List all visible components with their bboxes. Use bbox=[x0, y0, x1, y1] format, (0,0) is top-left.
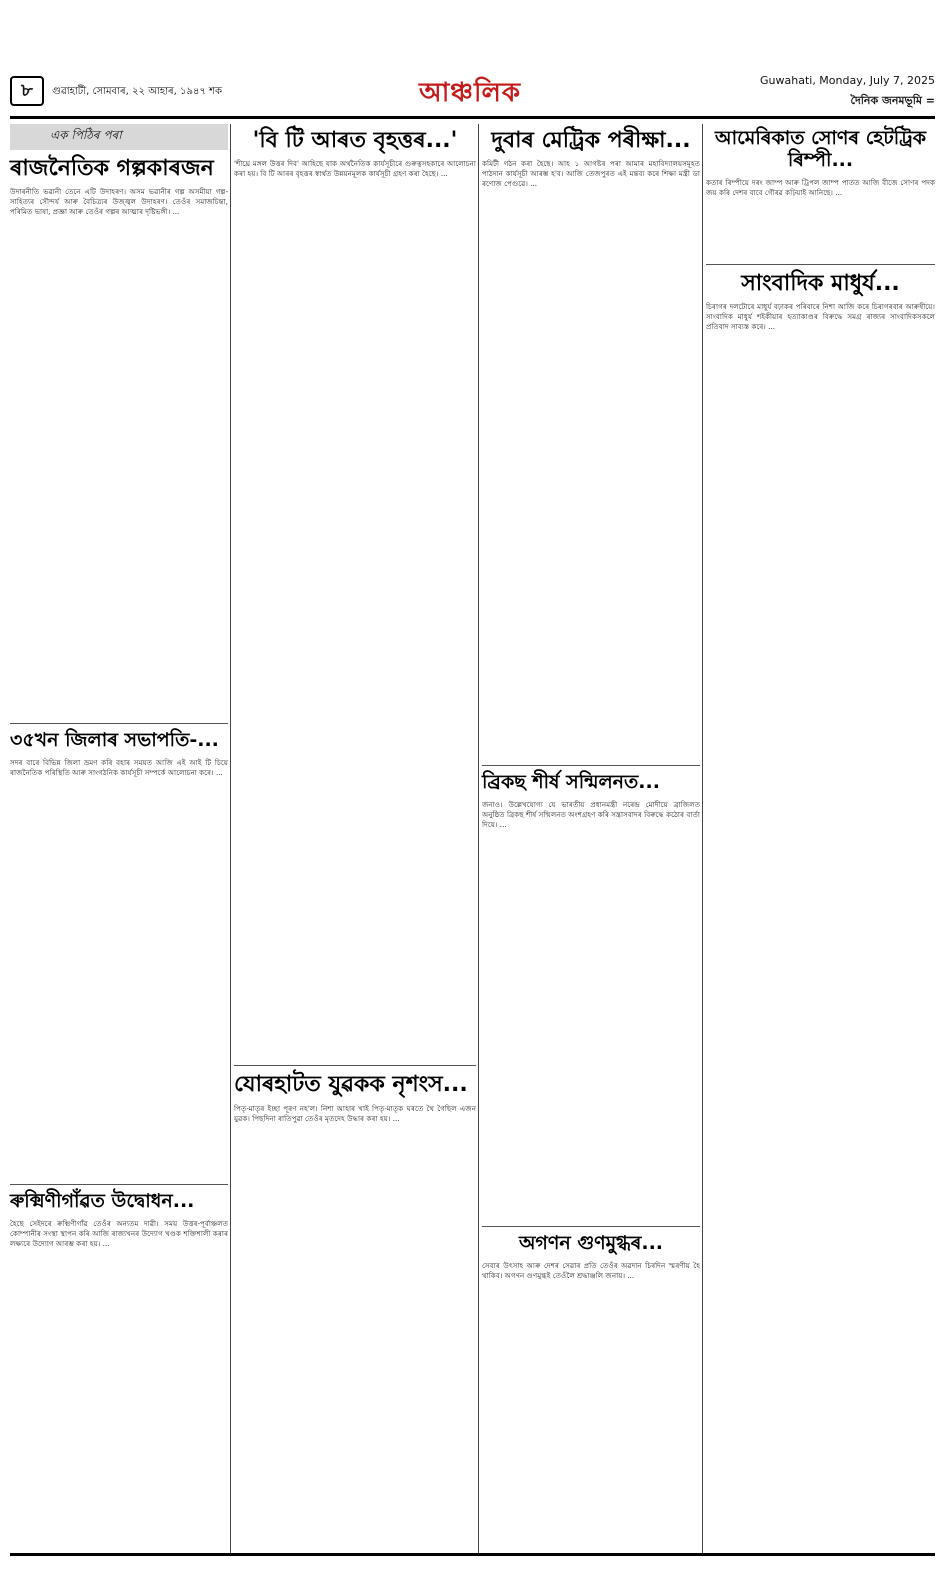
article-body: কতাৰ ৰিম্পীয়ে দৰং জাম্প আৰু ট্ৰিপল জাম্প পাতত আজি বীজে সোণৰ পদক জয় কৰি দেশৰ বাবে গৌৰৱ কঢ়িয়াই আনিছে। ... bbox=[706, 177, 935, 197]
divider bbox=[706, 264, 935, 265]
divider bbox=[482, 1226, 700, 1227]
column-divider bbox=[230, 124, 231, 1554]
headline-rukminigaon: ৰুক্মিণীগাঁৱত উদ্বোধন... bbox=[10, 1190, 195, 1213]
headline-rajnoitik: ৰাজনৈতিক গল্পকাৰজন bbox=[10, 156, 214, 181]
article-body: জনাও। উল্লেখযোগ্য যে ভাৰতীয় প্ৰধানমন্ত্ৰী নৰেন্দ্ৰ মোদীয়ে ব্ৰাজিলত অনুষ্ঠিত ব্ৰিকছ শীৰ্ষ সন্মিলনত অংশগ্ৰহণ কৰি সন্ত্ৰাসবাদৰ বিৰুদ্ধে কঠোৰ বাৰ্তা দিয়ে। ... bbox=[482, 800, 700, 830]
masthead-rule bbox=[10, 116, 935, 119]
article-body: সদৰ বাৰে বিভিন্ন জিলা ভ্ৰমণ কৰি বহাৰ সময়ত আজি এই আই টি চিয়ে ৰাজনৈতিক পৰিস্থিতি আৰু সাংগঠনিক কাৰ্যসূচী সম্পৰ্কে আলোচনা কৰে। ... bbox=[10, 758, 228, 778]
headline-gunmugdho: অগণন গুণমুগ্ধৰ... bbox=[518, 1232, 664, 1255]
headline-btr: 'বি টি আৰত বৃহত্তৰ...' bbox=[252, 128, 458, 153]
column-divider bbox=[478, 124, 479, 1554]
column-3 bbox=[482, 124, 700, 1561]
newspaper-logo: আঞ্চলিক bbox=[418, 78, 522, 108]
headline-brics: ব্ৰিকছ শীৰ্ষ সন্মিলনত... bbox=[482, 771, 660, 794]
article-body: সেবাৰ উৎসাহ আৰু দেশৰ সেৱাৰ প্ৰতি তেওঁৰ অৱদান চিৰদিন স্মৰণীয় হৈ থাকিব। অগণন গুণমুগ্ধই তেওঁলৈ শ্ৰদ্ধাঞ্জলি জনায়। ... bbox=[482, 1260, 700, 1281]
headline-matric: দুবাৰ মেট্ৰিক পৰীক্ষা... bbox=[491, 128, 691, 153]
divider bbox=[482, 765, 700, 766]
column-2 bbox=[234, 124, 476, 1564]
headline-madhurya: সাংবাদিক মাধুৰ্য... bbox=[741, 270, 900, 296]
article-body: কমিটী গঠন কৰা হৈছে। আহ ১ আগষ্টৰ পৰা আমাৰ মহাবিদ্যালয়সমূহত পাঠদান কাৰ্যসূচী আৰম্ভ হ'ব। আজি তেজপুৰত এই মন্তব্য কৰে শিক্ষা মন্ত্ৰী ডা ৰণোজ পেগুৱে। ... bbox=[482, 159, 700, 189]
date-assamese: গুৱাহাটী, সোমবাৰ, ২২ আহাৰ, ১৯৪৭ শক bbox=[52, 86, 223, 97]
divider bbox=[234, 1065, 476, 1066]
date-english: Guwahati, Monday, July 7, 2025 bbox=[760, 74, 935, 87]
article-body: উদাৰনীতি ভৱানী তেনে এটি উদাহৰণ। অসম ভৱানীৰ গল্প অসমীয়া গল্প-সাহিত্যৰ সৌন্দৰ্য আৰু বৈচিত্ৰ্যৰ উজ্জ্বল উদাহৰণ। তেওঁৰ সমাজচিন্তা, পৰিমিত ভাষা, প্ৰজ্ঞা আৰু তেওঁৰ গল্পৰ আত্মাৰ দৃষ্টিভঙ্গী। ... bbox=[10, 187, 228, 217]
column-4 bbox=[706, 124, 935, 1522]
headline-jorhat: যোৰহাটত যুৱকক নৃশংস... bbox=[234, 1072, 468, 1098]
section-kicker: এক পিঠিৰ পৰা bbox=[10, 124, 228, 150]
article-body: পিতৃ-মাতৃৰ ইচ্ছা পূৰণ নহ'ল। নিশা আহাৰ খাই পিতৃ-মাতৃক ঘৰতে থৈ গৈছিল এজন যুৱক। পিছদিনা ৰাতিপুৱা তেওঁৰ মৃতদেহ উদ্ধাৰ কৰা হয়। ... bbox=[234, 1103, 476, 1123]
column-1 bbox=[10, 124, 228, 1549]
page-number: ৮ bbox=[10, 76, 44, 106]
headline-rimpi: আমেৰিকাত সোণৰ হেটট্ৰিক ৰিম্পী... bbox=[715, 127, 926, 171]
page-bottom-rule bbox=[10, 1553, 935, 1556]
edition-name: দৈনিক জনমভূমি = bbox=[850, 94, 935, 107]
divider bbox=[10, 1184, 228, 1185]
article-body: 'শীঘ্ৰে মঙ্গল উত্তৰ দিব' আহিছে যাক অৰ্থনৈতিক কাৰ্যসূচীৰে গুৰুত্বসহকাৰে আলোচনা কৰা হয়। বি টি আৰৰ বৃহত্তৰ স্বাৰ্থত উন্নয়নমূলক কাৰ্যসূচী গ্ৰহণ কৰা হৈছে। ... bbox=[234, 159, 476, 179]
article-body: হৈছে সেইদৰে ৰুক্মিণীগাঁৱ তেওঁৰ অন্যতম দাৱী। সময় উত্তৰ-পূৰ্বাঞ্চলত কোম্পানীৰ সংস্থা স্থাপন কৰি আজি ৰাজ্যখনৰ উদ্যোগ খণ্ডক শক্তিশালী কৰাৰ লক্ষ্যৰে উদ্যোগ আৰম্ভ কৰা হয়। ... bbox=[10, 1218, 228, 1249]
divider bbox=[10, 723, 228, 724]
masthead bbox=[10, 72, 935, 120]
headline-jila-sobhapoti: ৩৫খন জিলাৰ সভাপতি-... bbox=[10, 729, 219, 752]
article-body: চিৰাগৰ দলটোৰে মাধুৰ্য বঢ়াকৰ পৰিবাৰে নিশা আজি কৰে চিৰাগৰবাৰ আৰুষীয়ে। সাংবাদিক মাধুৰ্য শইকীয়াৰ হত্যাকাণ্ডৰ বিৰুদ্ধে সমগ্ৰ ৰাজ্যৰ সাংবাদিকসকলে প্ৰতিবাদ সাব্যস্ত কৰে। ... bbox=[706, 301, 935, 332]
column-divider bbox=[702, 124, 703, 1554]
